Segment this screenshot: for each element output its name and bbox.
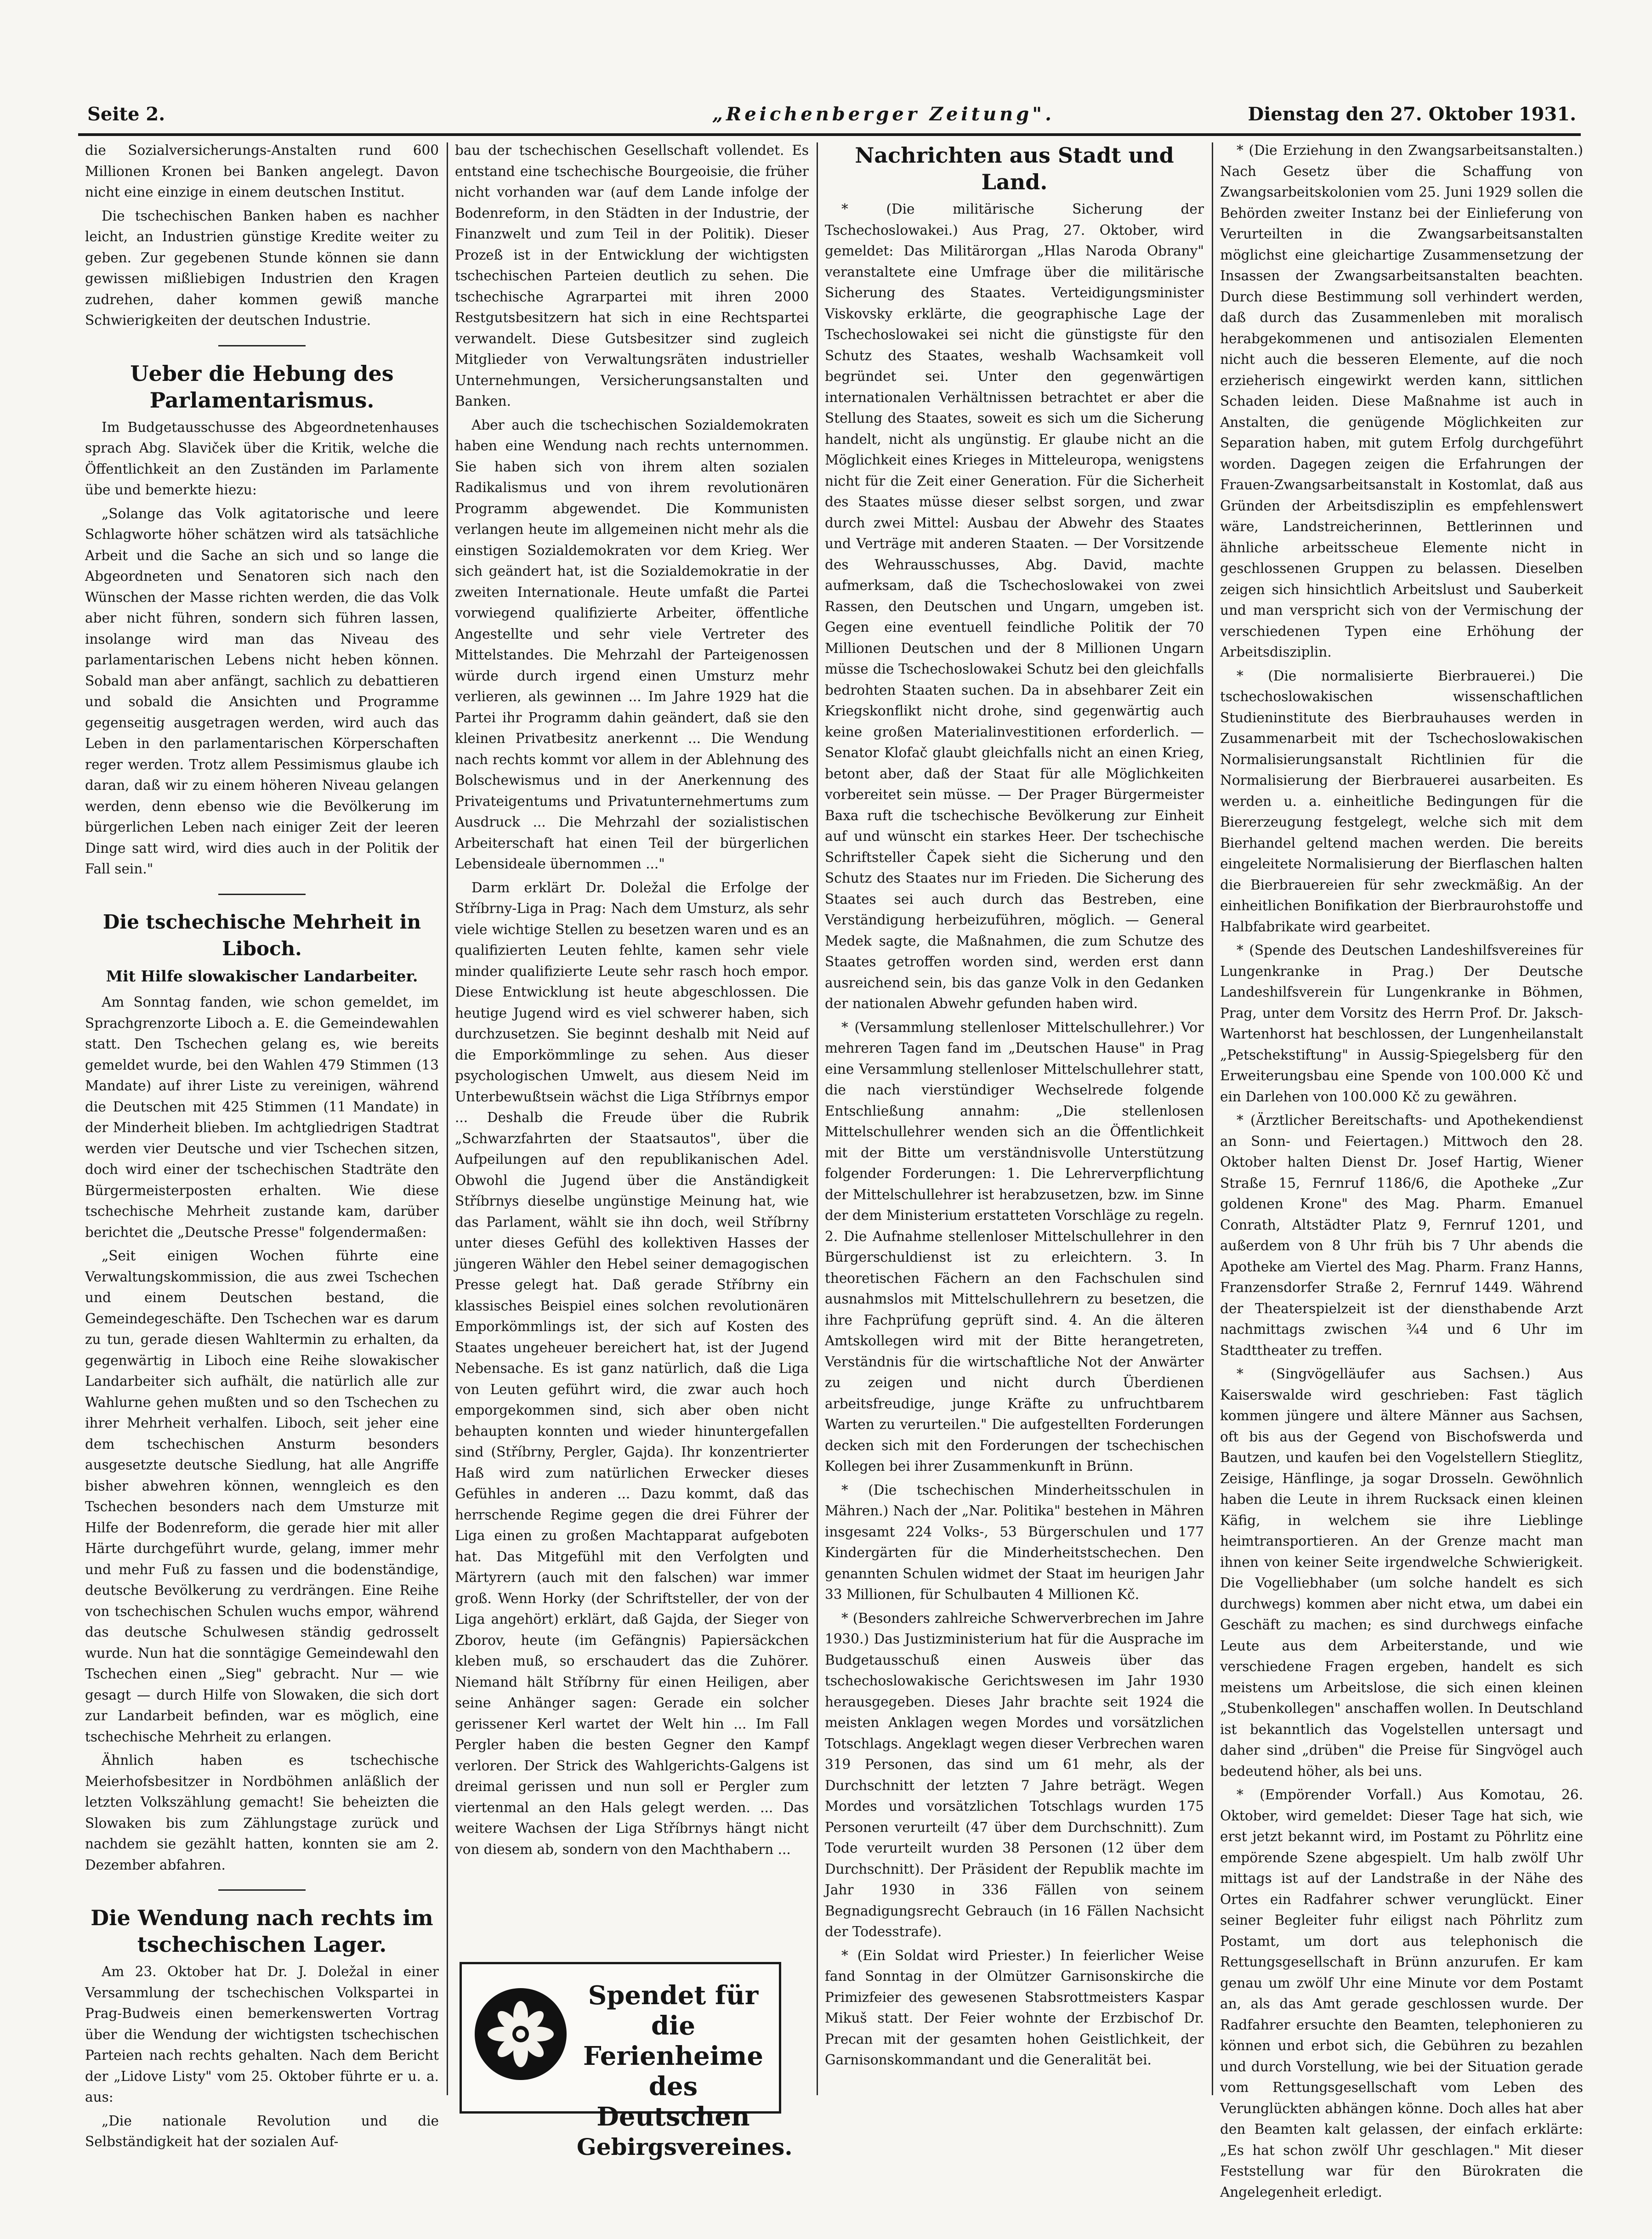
page-number: Seite 2.	[87, 103, 165, 125]
edelweiss-emblem-icon	[475, 1988, 567, 2080]
subheadline-liboch: Mit Hilfe slowakischer Landarbeiter.	[106, 967, 418, 985]
news-item: * (Spende des Deutschen Landeshilfsvereines für Lungenkranke in Prag.) Der Deutsche Landeshilfsverein für Lungenkranke in Böhmen, Prag, unter dem Vorsitz des Herrn Prof. Dr. Jaksch-Wartenhorst hat beschlossen, der Lungenheilanstalt „Petschekstiftung" in Aussig-Spiegelsberg für den Erweiterungsbau eine Spende von 100.000 Kč und ein Darlehen von 100.000 Kč zu gewähren.	[1220, 942, 1583, 1105]
news-item: * (Versammlung stellenloser Mittelschullehrer.) Vor mehreren Tagen fand im „Deutschen Hause" in Prag eine Versammlung stellenloser Mittelschullehrer statt, die nach vierstündiger Wechselrede folgende Entschließung annahm: „Die stellenlosen Mittelschullehrer wenden sich an die Öffentlichkeit mit der Bitte um verständnisvolle Unterstützung folgender Forderungen: 1. Die Lehrerverpflichtung der Mittelschullehrer ist herabzusetzen, bzw. im Sinne der dem Ministerium erstatteten Vorschläge zu regeln. 2. Die Aufnahme stellenloser Mittelschullehrer in den Bürgerschuldienst ist zu erleichtern. 3. In theoretischen Fächern an den Fachschulen sind ausnahmslos mit Mittelschullehrern zu besetzen, die ihre Fachprüfung geprüft sind. 4. An die älteren Amtskollegen wird mit der Bitte herangetreten, Verständnis für die wirtschaftliche Not der Anwärter zu zeigen und nicht durch Überdienen arbeitsfreudige, junge Kräfte zu unfruchtbarem Warten zu verurteilen." Die aufgestellten Forderungen decken sich mit den Forderungen der tschechischen Kollegen bei ihrer Zusammenkunft in Brünn.	[825, 1019, 1204, 1474]
article-text: Am Sonntag fanden, wie schon gemeldet, im Sprachgrenzorte Liboch a. E. die Gemeindewahlen statt. Den Tschechen gelang es, wie bereits gemeldet wurde, bei den Wahlen 479 Stimmen (13 Mandate) auf ihrer Liste zu vereinigen, während die Deutschen mit 425 Stimmen (11 Mandate) in der Minderheit blieben. Im achtgliedrigen Stadtrat werden vier Deutsche und vier Tschechen sitzen, doch wird einer der tschechischen Stadträte den Bürgermeisterposten erhalten. Wie diese tschechische Mehrheit zustande kam, darüber berichtet die „Deutsche Presse" folgendermaßen:	[85, 994, 439, 1240]
headline-wendung: Die Wendung nach rechts im tschechischen Lager.	[91, 1905, 433, 1957]
news-item: * (Die militärische Sicherung der Tschechoslowakei.) Aus Prag, 27. Oktober, wird gemeldet: Das Militärorgan „Hlas Naroda Obrany" veranstaltete eine Umfrage über die militärische Sicherung des Staates. Verteidigungsminister Viskovsky erklärte, die geographische Lage der Tschechoslowakei sei nicht die günstigste für den Schutz des Staates, weshalb Wachsamkeit voll begründet sei. Unter den gegenwärtigen internationalen Verhältnissen betrachtet er aber die Stellung des Staates, soweit es sich um die Sicherung handelt, nicht als ungünstig. Er glaube nicht an die Möglichkeit eines Krieges in Mitteleuropa, wenigstens nicht für die Zeit einer Generation. Für die Sicherheit des Staates müsse dieser selbst sorgen, und zwar durch zwei Mittel: Ausbau der Abwehr des Staates und Verträge mit anderen Staaten. — Der Vorsitzende des Wehrausschusses, Abg. David, machte aufmerksam, daß die Tschechoslowakei von zwei Rassen, den Deutschen und Ungarn, umgeben ist. Gegen eine eventuell feindliche Politik der 70 Millionen Deutschen und der 8 Millionen Ungarn müsse die Tschechoslowakei Schutz bei den gleichfalls bedrohten Staaten suchen. Da in absehbarer Zeit ein Kriegskonflikt nicht drohe, sind gegenwärtig auch keine großen Materialinvestitionen erforderlich. — Senator Klofač glaubt gleichfalls nicht an einen Krieg, betont aber, daß der Staat für alle Möglichkeiten vorbereitet sein müsse. — Der Prager Bürgermeister Baxa ruft die tschechische Bevölkerung zur Einheit auf und wünscht ein starkes Heer. Der tschechische Schriftsteller Čapek sieht die Sicherung und den Schutz des Staates nur im Frieden. Die Sicherung des Staates sei auch durch das Bestreben, eine Verständigung herbeizuführen, möglich. — General Medek sagte, die Maßnahmen, die zum Schutze des Staates getroffen worden sind, werden erst dann ausreichend sein, bis das ganze Volk in den Gedanken der nationalen Abwehr gefunden haben wird.	[825, 201, 1204, 1011]
column-1	[85, 140, 439, 2149]
issue-date: Dienstag den 27. Oktober 1931.	[1248, 103, 1576, 125]
article-separator	[218, 1889, 306, 1891]
article-text: „Die nationale Revolution und die Selbständigkeit hat der sozialen Auf-	[85, 2113, 439, 2149]
article-text: „Solange das Volk agitatorische und leere Schlagworte höher schätzen wird als tatsächliche Arbeit und die Sache an sich und so lange die Abgeordneten und Senatoren sich nach den Wünschen der Masse richten werden, die das Volk aber nicht führen, sondern sich führen lassen, insolange wird man das Niveau des parlamentarischen Lebens nicht heben können. Sobald man aber anfängt, sachlich zu debattieren und sobald die Ansichten und Programme gegenseitig ausgetragen werden, wird auch das Leben in den parlamentarischen Körperschaften reger werden. Trotz allem Pessimismus glaube ich daran, daß wir zu einem höheren Niveau gelangen werden, denn ebenso wie die Bevölkerung im bürgerlichen Leben nach einiger Zeit der leeren Dinge satt wird, wird dies auch in der Politik der Fall sein."	[85, 505, 439, 877]
article-separator	[218, 894, 306, 895]
advertisement-text: Spendet für die Ferienheime des Deutschen Gebirgsvereines.	[577, 1980, 793, 2160]
news-item: * (Ärztlicher Bereitschafts- und Apothekendienst an Sonn- und Feiertagen.) Mittwoch den 28. Oktober halten Dienst Dr. Josef Hartig, Wiener Straße 15, Fernruf 1186/6, die Apotheke „Zur goldenen Krone" des Mag. Pharm. Emanuel Conrath, Altstädter Platz 9, Fernruf 1201, und außerdem von 8 Uhr früh bis 7 Uhr abends die Apotheke am Viertel des Mag. Pharm. Franz Hanns, Franzensdorfer Straße 2, Fernruf 1449. Während der Theaterspielzeit ist der diensthabende Arzt nachmittags zwischen ¾4 und 6 Uhr im Stadttheater zu treffen.	[1220, 1112, 1583, 1358]
advertisement-box	[460, 1962, 793, 2160]
article-text: Aber auch die tschechischen Sozialdemokraten haben eine Wendung nach rechts unternommen. Sie haben sich von ihrem alten sozialen Radikalismus und von ihrem revolutionären Programm abgewendet. Die Kommunisten verlangen heute im allgemeinen nicht mehr als die einstigen Sozialdemokraten vor dem Krieg. Wer sich geändert hat, ist die Sozialdemokratie in der zweiten Internationale. Heute umfaßt die Partei vorwiegend qualifizierte Arbeiter, öffentliche Angestellte und sehr viele Vertreter des Mittelstandes. Die Mehrzahl der Parteigenossen würde durch irgend einen Umsturz mehr verlieren, als gewinnen ... Im Jahre 1929 hat die Partei ihr Programm dahin geändert, daß sie den kleinen Privatbesitz anerkennt ... Die Wendung nach rechts kommt vor allem in der Ablehnung des Bolschewismus und in der Anerkennung des Privateigentums und Privatunternehmertums zum Ausdruck ... Die Mehrzahl der sozialistischen Arbeiterschaft hat einen Teil der bürgerlichen Lebensideale übernommen ..."	[455, 417, 809, 872]
news-item: * (Empörender Vorfall.) Aus Komotau, 26. Oktober, wird gemeldet: Dieser Tage hat sich, wie erst jetzt bekannt wird, im Postamt zu Pöhrlitz eine empörende Szene abgespielt. Um halb zwölf Uhr mittags ist auf der Landstraße in der Nähe des Ortes ein Radfahrer schwer verunglückt. Einer seiner Begleiter fuhr eiligst nach Pöhrlitz zum Postamt, um dort aus telephonisch die Rettungsgesellschaft in Brünn anzurufen. Er kam genau um zwölf Uhr eine Minute vor dem Postamt an, als das Amt gerade geschlossen wurde. Der Radfahrer ersuchte den Beamten, telephonieren zu können und erbot sich, die Gebühren zu bezahlen und durch Vorstellung, wie bei der Situation gerade vom Rettungsgesellschaft vom Leben des Verunglückten abhängen könne. Doch alles hat aber den Beamten kalt gelassen, der einfach erklärte: „Es hat schon zwölf Uhr geschlagen." Mit dieser Feststellung war für den Bürokraten die Angelegenheit erledigt.	[1220, 1787, 1583, 2200]
article-text: „Seit einigen Wochen führte eine Verwaltungskommission, die aus zwei Tschechen und einem Deutschen bestand, die Gemeindegeschäfte. Den Tschechen war es darum zu tun, gerade diesen Wahltermin zu erhalten, da gegenwärtig in Liboch eine Reihe slowakischer Landarbeiter sich aufhält, die natürlich alle zur Wahlurne gehen mußten und so den Tschechen zu ihrer Mehrheit verhalfen. Liboch, seit jeher eine dem tschechischen Ansturm besonders ausgesetzte deutsche Siedlung, hat alle Angriffe bisher abwehren können, wenngleich es den Tschechen besonders nach dem Umsturze mit Hilfe der Bodenreform, die gerade hier mit aller Härte durchgeführt wurde, gelang, immer mehr und mehr Fuß zu fassen und die bodenständige, deutsche Bevölkerung zu verdrängen. Eine Reihe von tschechischen Schulen wuchs empor, während das deutsche Schulwesen ständig gedrosselt wurde. Nun hat die sonntägige Gemeindewahl den Tschechen einen „Sieg" gebracht. Nur — wie gesagt — durch Hilfe von Slowaken, die sich dort zur Landarbeit befinden, war es möglich, eine tschechische Mehrheit zu erlangen.	[85, 1248, 439, 1745]
article-text: Im Budgetausschusse des Abgeordnetenhauses sprach Abg. Slaviček über die Kritik, welche die Öffentlichkeit an den Zuständen im Parlamente übe und bemerkte hiezu:	[85, 419, 439, 498]
article-text: Ähnlich haben es tschechische Meierhofsbesitzer in Nordböhmen anläßlich der letzten Volkszählung gemacht! Sie beheizten die Slowaken bis zum Zählungstage zurück und nachdem sie gezählt hatten, konnten sie am 2. Dezember abfahren.	[85, 1752, 439, 1873]
article-text: bau der tschechischen Gesellschaft vollendet. Es entstand eine tschechische Bourgeoisie, die früher nicht vorhanden war (auf dem Lande infolge der Bodenreform, in den Städten in der Industrie, der Finanzwelt und zum Teil in der Politik). Dieser Prozeß ist in der Entwicklung der wichtigsten tschechischen Parteien deutlich zu sehen. Die tschechische Agrarpartei mit ihren 2000 Restgutsbesitzern hat sich in eine Rechtspartei verwandelt. Diese Gutsbesitzer sind zugleich Mitglieder von Verwaltungsräten industrieller Unternehmungen, Versicherungsanstalten und Banken.	[455, 142, 809, 409]
news-item: * (Ein Soldat wird Priester.) In feierlicher Weise fand Sonntag in der Olmützer Garnisonskirche die Primizfeier des gewesenen Stabsrottmeisters Kaspar Mikuš statt. Der Feier wohnte der Erzbischof Dr. Precan mit der gesamten hohen Geistlichkeit, der Garnisonskommandant und die Generalität bei.	[825, 1947, 1204, 2068]
column-divider	[447, 142, 448, 2095]
article-text: die Sozialversicherungs-Anstalten rund 600 Millionen Kronen bei Banken angelegt. Davon nicht eine einzige in einem deutschen Institut.	[85, 142, 439, 200]
newspaper-title: „Reichenberger Zeitung".	[712, 103, 1055, 125]
article-text: Am 23. Oktober hat Dr. J. Doležal in einer Versammlung der tschechischen Volkspartei in Prag-Budweis einen bemerkenswerten Vortrag über die Wendung der wichtigsten tschechischen Parteien nach rechts gehalten. Nach dem Bericht der „Lidove Listy" vom 25. Oktober führte er u. a. aus:	[85, 1964, 439, 2105]
news-item: * (Singvögelläufer aus Sachsen.) Aus Kaiserswalde wird geschrieben: Fast täglich kommen jüngere und ältere Männer aus Sachsen, oft bis aus der Gegend von Bischofswerda und Bautzen, und kaufen bei den Vogelstellern Stieglitz, Zeisige, Hänflinge, ja sogar Drosseln. Gewöhnlich haben die Leute in ihrem Rucksack einen kleinen Käfig, in welchem sie ihre Lieblinge heimtransportieren. An der Grenze macht man ihnen von keiner Seite irgendwelche Schwierigkeit. Die Vogelliebhaber (um solche handelt es sich durchwegs) kommen aber nicht etwa, um dabei ein Geschäft zu machen; es sind durchwegs einfache Leute aus dem Arbeiterstande, und wie verschiedene Fragen ergeben, handelt es sich meistens um Arbeitslose, die sich einen kleinen „Stubenkollegen" anschaffen wollen. In Deutschland ist bekanntlich das Vogelstellen untersagt und daher sind „drüben" die Preise für Singvögel auch bedeutend höher, als bei uns.	[1220, 1366, 1583, 1779]
news-item: * (Die Erziehung in den Zwangsarbeitsanstalten.) Nach Gesetz über die Schaffung von Zwangsarbeitskolonien vom 25. Juni 1929 sollen die Behörden zweiter Instanz bei der Einlieferung von Verurteilten in die Zwangsarbeitsanstalten möglichst eine gleichartige Zusammensetzung der Insassen der Zwangsarbeitsanstalten beachten. Durch diese Bestimmung soll verhindert werden, daß durch das Zusammenleben mit moralisch herabgekommenen und antisozialen Elementen nicht auch die besseren Elemente, auf die noch erzieherisch eingewirkt werden kann, sittlichen Schaden leiden. Diese Maßnahme ist auch in Anstalten, die genügende Möglichkeiten zur Separation haben, mit gutem Erfolg durchgeführt worden. Dagegen zeigen die Erfahrungen der Frauen-Zwangsarbeitsanstalt in Kostomlat, daß aus Gründen der Arbeitsdisziplin es empfehlenswert wäre, Landstreicherinnen, Bettlerinnen und ähnliche arbeitsscheue Elemente nicht in geschlossenen Gruppen zu belassen. Dieselben zeigen sich hinsichtlich Arbeitslust und Sauberkeit und man verspricht sich von der Vermischung der verschiedenen Typen eine Erhöhung der Arbeitsdisziplin.	[1220, 142, 1583, 660]
column-divider	[817, 142, 818, 2095]
article-text: Darm erklärt Dr. Doležal die Erfolge der Stříbrny-Liga in Prag: Nach dem Umsturz, als sehr viele wichtige Stellen zu besetzen waren und es an qualifizierten Leuten fehlte, kamen sehr viele minder qualifizierte Leute sehr rasch hoch empor. Diese Entwicklung ist heute abgeschlossen. Die heutige Jugend wird es viel schwerer haben, sich durchzusetzen. Sie beginnt deshalb mit Neid auf die Emporkömmlinge zu sehen. Aus dieser psychologischen Umwelt, aus diesem Neid im Unterbewußtsein wächst die Liga Stříbrnys empor ... Deshalb die Freude über die Rubrik „Schwarzfahrten der Staatsautos", über die Aufpeilungen auf den republikanischen Adel. Obwohl die Jugend über die Anständigkeit Stříbrnys dieselbe ungünstige Meinung hat, wie das Parlament, wählt sie ihn doch, weil Stříbrny unter dieses Gefühl des kollektiven Hasses der jüngeren Wähler den Hebel seiner demagogischen Presse gelegt hat. Daß gerade Stříbrny ein klassisches Beispiel eines solchen revolutionären Emporkömmlings ist, der sich auf Kosten des Staates ungeheuer bereichert hat, ist der Jugend Nebensache. Es ist ganz natürlich, daß die Liga von Leuten geführt wird, die zwar auch hoch emporgekommen sind, sich aber oben nicht behaupten konnten und wieder hinuntergefallen sind (Stříbrny, Pergler, Gajda). Ihr konzentrierter Haß wird zum natürlichen Erwecker dieses Gefühles in anderen ... Dazu kommt, daß das herrschende Regime gegen die drei Führer der Liga einen zu großen Machtapparat aufgeboten hat. Das Mitgefühl mit den Verfolgten und Märtyrern (auch mit den falschen) war immer groß. Wenn Horky (der Schriftsteller, der von der Liga angehört) erklärt, daß Gajda, der Sieger von Zborov, heute (im Gefängnis) Papiersäckchen kleben muß, so erschaudert das die Zuhörer. Niemand hält Stříbrny für einen Heiligen, aber seine Anhänger sagen: Gerade ein solcher gerissener Kerl wartet der Welt hin ... Im Fall Pergler haben die besten Gegner den Kampf verloren. Der Strick des Wahlgerichts-Galgens ist dreimal gerissen und nun soll er Pergler zum viertenmal an den Hals gelegt werden. ... Das weitere Wachsen der Liga Stříbrnys hängt nicht von diesem ab, sondern von den Machthabern ...	[455, 879, 809, 1857]
news-item: * (Die normalisierte Bierbrauerei.) Die tschechoslowakischen wissenschaftlichen Studieninstitute des Bierbrauhauses werden in Zusammenarbeit mit der Tschechoslowakischen Normalisierungsanstalt Richtlinien für die Normalisierung der Bierbrauerei ausarbeiten. Es werden u. a. einheitliche Bedingungen für die Biererzeugung festgelegt, welche sich mit dem Bierhandel geltend machen werden. Die bereits eingeleitete Normalisierung der Bierflaschen halten die Bierbrauereien für sehr zweckmäßig. An der einheitlichen Bonifikation der Bierbraurohstoffe und Halbfabrikate wird gearbeitet.	[1220, 668, 1583, 935]
column-4	[1220, 140, 1583, 2200]
headline-liboch: Die tschechische Mehrheit in Liboch.	[102, 910, 421, 960]
header-rule	[78, 133, 1581, 136]
column-2	[455, 140, 809, 1941]
news-item: * (Besonders zahlreiche Schwerverbrechen im Jahre 1930.) Das Justizministerium hat für die Ausprache im Budgetausschuß einen Ausweis über das tschechoslowakische Gerichtswesen im Jahr 1930 herausgegeben. Dieses Jahr brachte seit 1924 die meisten Anklagen wegen Mordes und vorsätzlichen Totschlags. Angeklagt wegen dieser Verbrechen waren 319 Personen, das sind um 61 mehr, als der Durchschnitt der letzten 7 Jahre beträgt. Wegen Mordes und vorsätzlichen Totschlags wurden 175 Personen verurteilt (47 über dem Durchschnitt). Zum Tode verurteilt wurden 38 Personen (12 über dem Durchschnitt). Der Präsident der Republik machte im Jahr 1930 in 336 Fällen von seinem Begnadigungsrecht Gebrauch (in 16 Fällen Nachsicht der Todesstrafe).	[825, 1610, 1204, 1939]
headline-parlamentarismus: Ueber die Hebung des Parlamentarismus.	[130, 361, 394, 413]
column-divider	[1212, 142, 1213, 2095]
headline-nachrichten: Nachrichten aus Stadt und Land.	[855, 143, 1174, 194]
page-header	[78, 103, 1581, 131]
article-separator	[218, 345, 306, 346]
news-item: * (Die tschechischen Minderheitsschulen in Mähren.) Nach der „Nar. Politika" bestehen in Mähren insgesamt 224 Volks-, 53 Bürgerschulen und 177 Kindergärten für die Minderheitstschechen. Den genannten Schulen widmet der Staat im heurigen Jahr 33 Millionen, für Schulbauten 4 Millionen Kč.	[825, 1482, 1204, 1602]
article-text: Die tschechischen Banken haben es nachher leicht, an Industrien günstige Kredite weiter zu geben. Zur gegebenen Stunde können sie dann gewissen mißliebigen Industrien den Kragen zudrehen, daher kommen gewiß manche Schwierigkeiten der deutschen Industrie.	[85, 208, 439, 328]
column-3	[825, 140, 1204, 2097]
